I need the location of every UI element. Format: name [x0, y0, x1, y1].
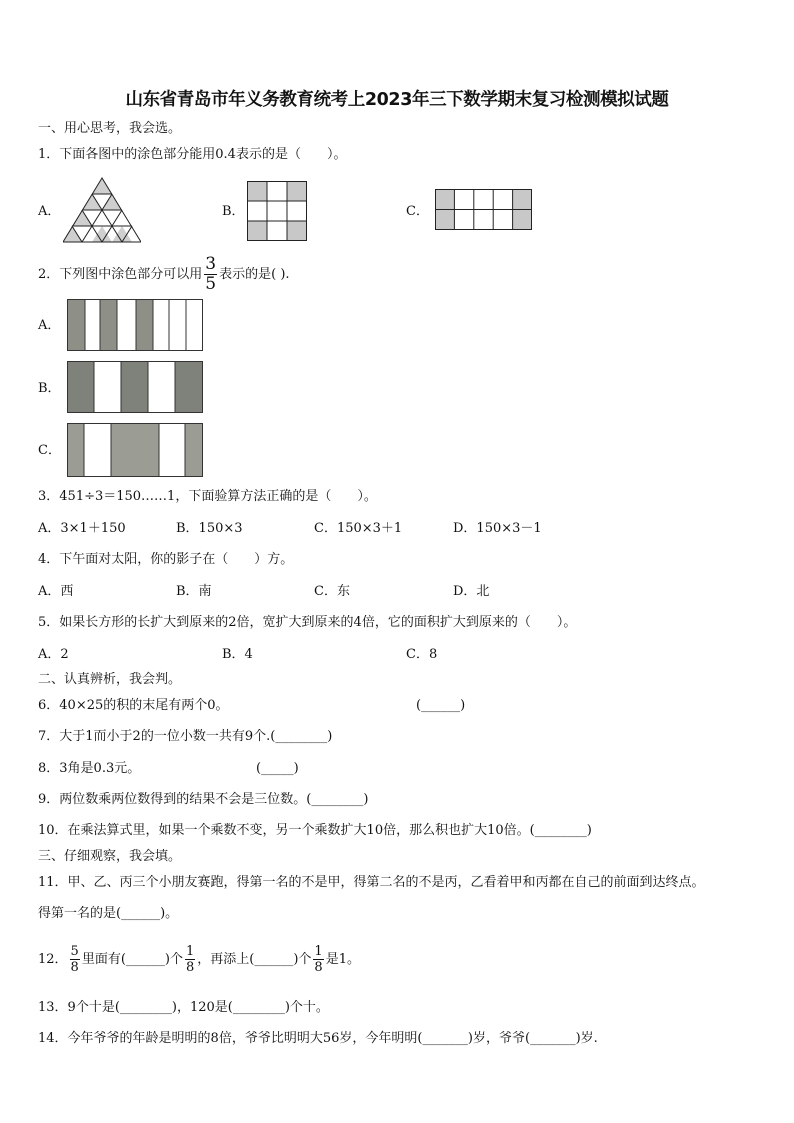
q1-label-b: B． [222, 204, 245, 219]
q2-fraction-num: 3 [205, 254, 217, 274]
q12-fraction-2-den: 8 [185, 960, 195, 975]
q4-option-b: B．南 [176, 584, 212, 599]
question-7-text: 7．大于1而小于2的一位小数一共有9个.(________) [38, 729, 333, 744]
q2-fraction-den: 5 [205, 274, 217, 294]
q12-prefix: 12． [38, 952, 68, 967]
question-14-text: 14．今年爷爷的年龄是明明的8倍，爷爷比明明大56岁，今年明明(_______)岁，爷爷(_______)岁. [38, 1031, 598, 1046]
q3-option-d: D．150×3－1 [453, 521, 542, 536]
q6-answer-blank[interactable]: (______) [416, 698, 466, 713]
q2-strip-b [66, 360, 204, 414]
q12-fraction-1-den: 8 [70, 960, 79, 975]
q2-strip-c [66, 422, 204, 478]
q12-mid-2: ，再添上(______)个 [197, 952, 312, 967]
q2-fraction [204, 256, 217, 293]
section-heading-1: 一、用心思考，我会选。 [38, 121, 182, 136]
q2-label-b: B． [38, 381, 61, 396]
q12-fraction-3 [313, 945, 323, 974]
question-10-text: 10．在乘法算式里，如果一个乘数不变，另一个乘数扩大10倍，那么积也扩大10倍。(________) [38, 823, 592, 838]
question-8-text: 8．3角是0.3元。 [38, 761, 141, 776]
q1-grid-figure [247, 181, 307, 241]
q12-fraction-1-num: 5 [70, 944, 79, 959]
q8-answer-blank[interactable]: (_____) [256, 761, 299, 776]
q2-label-a: A． [38, 318, 61, 333]
q1-triangle-figure [63, 177, 141, 243]
q1-label-c: C． [406, 204, 429, 219]
q12-fraction-3-den: 8 [314, 960, 323, 975]
q4-option-d: D．北 [453, 584, 490, 599]
q12-fraction-1 [70, 945, 80, 974]
q1-label-a: A． [38, 204, 61, 219]
q3-option-c: C．150×3＋1 [314, 521, 403, 536]
q2-strip-a [66, 298, 204, 352]
q3-option-a: A．3×1＋150 [38, 521, 126, 536]
question-6-text: 6．40×25的积的末尾有两个0。 [38, 698, 229, 713]
question-3-text: 3．451÷3＝150……1，下面验算方法正确的是（ ）。 [38, 489, 377, 504]
section-heading-3: 三、仔细观察，我会填。 [38, 849, 182, 864]
q2-post: 表示的是( ). [219, 267, 290, 282]
q5-option-a: A．2 [38, 647, 69, 662]
page-title: 山东省青岛市年义务教育统考上2023年三下数学期末复习检测模拟试题 [125, 90, 669, 110]
q12-mid-1: 里面有(______)个 [81, 952, 183, 967]
question-12-text [38, 940, 360, 980]
question-9-text: 9．两位数乘两位数得到的结果不会是三位数。(________) [38, 792, 369, 807]
section-heading-2: 二、认真辨析，我会判。 [38, 672, 182, 687]
q12-fraction-2 [185, 945, 195, 974]
q12-fraction-2-num: 1 [185, 944, 195, 959]
question-5-text: 5．如果长方形的长扩大到原来的2倍，宽扩大到原来的4倍，它的面积扩大到原来的（ ）。 [38, 615, 577, 630]
question-2-text [38, 256, 290, 292]
q12-fraction-3-num: 1 [314, 944, 323, 959]
q2-label-c: C． [38, 443, 61, 458]
q3-option-b: B．150×3 [176, 521, 243, 536]
question-11-line-1: 11．甲、乙、丙三个小朋友赛跑，得第一名的不是甲，得第二名的不是丙，乙看着甲和丙都在自己的前面到达终点。 [38, 875, 705, 890]
question-4-text: 4．下午面对太阳，你的影子在（ ）方。 [38, 552, 294, 567]
question-1-text: 1．下面各图中的涂色部分能用0.4表示的是（ ）。 [38, 147, 347, 162]
q2-pre: 2．下列图中涂色部分可以用 [38, 267, 203, 282]
q5-option-c: C．8 [406, 647, 438, 662]
q1-rectangle-figure [435, 189, 532, 230]
q4-option-c: C．东 [314, 584, 350, 599]
q5-option-b: B．4 [222, 647, 253, 662]
q4-option-a: A．西 [38, 584, 74, 599]
question-11-line-2: 得第一名的是(______)。 [38, 906, 179, 921]
question-13-text: 13．9个十是(________)，120是(________)个十。 [38, 1000, 329, 1015]
q12-suffix: 是1。 [325, 952, 360, 967]
